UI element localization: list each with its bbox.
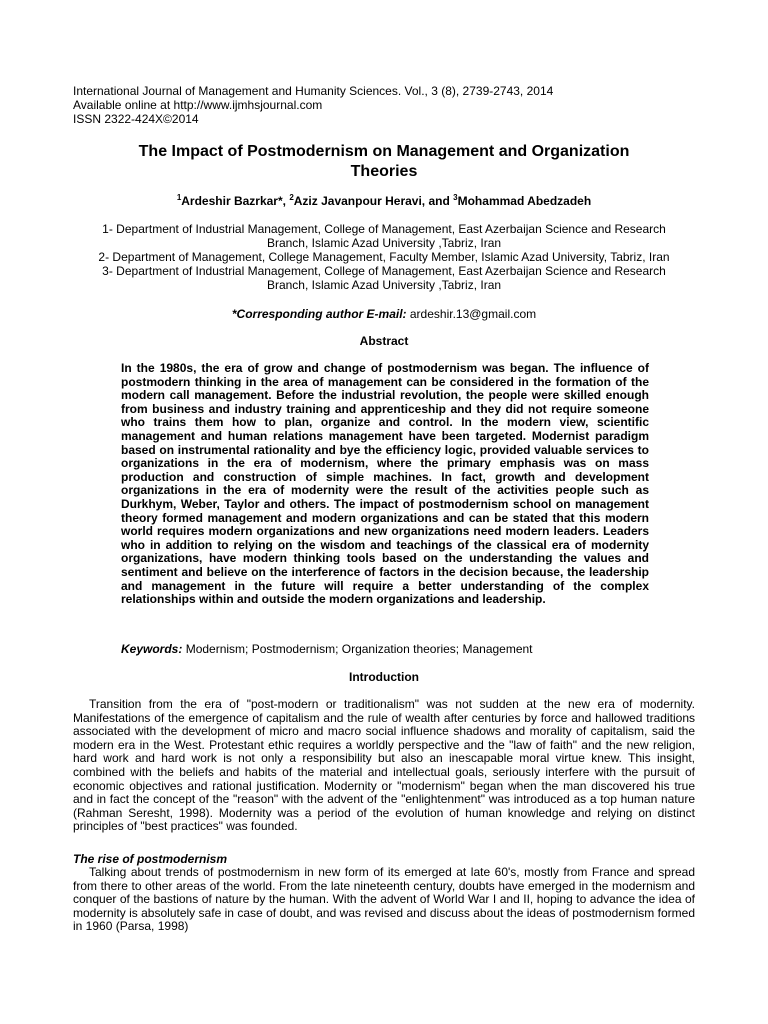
introduction-heading: Introduction [349,670,419,684]
keywords-label: Keywords: [121,642,183,656]
author-1: Ardeshir Bazrkar*, [181,194,290,208]
affiliation-line: 3- Department of Industrial Management, College of Management, East Azerbaijan Science and Research [102,264,666,278]
abstract-text: In the 1980s, the era of grow and change of postmodernism was began. The influence of postmodern thinking in the area of management can be considered in the formation of the modern call management. Before the industrial revolution, the people were skilled enough from business and industry training and apprenticeship and they did not require someone who trains them how to plan, organize and control. In the modern view, scientific management and human relations management have been targeted. Modernist paradigm based on instrumental rationality and bye the efficiency logic, provided valuable services to organizations in the era of modernism, where the primary emphasis was on mass production and construction of simple machines. In fact, growth and development organizations in the era of modernity were the result of the activities people such as Durkhym, Weber, Taylor and others. The impact of postmodernism school on management theory formed management and modern organizations and can be stated that this modern world requires modern organizations and new organizations need modern leaders. Leaders who in addition to relying on the wisdom and teachings of the classical era of modernity organizations, have modern thinking tools based on the understanding the values and sentiment and believe on the interference of factors in the decision because, the leadership and management in the future will require a better understanding of the complex relationships within and outside the modern organizations and leadership. [121,361,649,607]
affiliation-line: 2- Department of Management, College Management, Faculty Member, Islamic Azad University, Tabriz, Iran [98,250,670,264]
affiliations [60,222,708,292]
corresponding-author [60,307,708,321]
journal-header [73,84,553,126]
author-3-marker: 3 [453,193,458,202]
journal-citation: International Journal of Management and Humanity Sciences. Vol., 3 (8), 2739-2743, 2014 [73,84,554,98]
corresponding-label: *Corresponding author E-mail: [231,307,407,321]
author-1-marker: 1 [176,193,182,202]
rise-paragraph [73,866,695,934]
introduction-paragraph [73,698,695,834]
paper-title [60,142,708,182]
journal-url: Available online at http://www.ijmhsjournal.com [73,98,323,112]
rise-text: Talking about trends of postmodernism in new form of its emerged at late 60's, mostly from France and spread from there to other areas of the world. From the late nineteenth century, doubts have emerged in the modernism and conquer of the bastions of nature by the human. With the advent of World War I and II, hoping to advance the idea of modernity is absolutely safe in case of doubt, and was revised and discuss about the ideas of postmodernism formed in 1960 (Parsa, 1998) [73,865,695,934]
affiliation-line: Branch, Islamic Azad University ,Tabriz, Iran [266,278,502,292]
keywords [121,642,533,656]
author-2: Aziz Javanpour Heravi, and [293,194,454,208]
introduction-text: Transition from the era of "post-modern or traditionalism" was not sudden at the new era of modernity. Manifestations of the emergence of capitalism and the rule of wealth after centuries by force and hallowed traditions associated with the development of micro and macro social influence shadows and morality of capitalism, said the modern era in the West. Protestant ethic requires a worldly perspective and the "law of faith" and the new religion, hard work and hard work is not only a responsibility but also an inescapable moral virtue knew. This insight, combined with the beliefs and habits of the material and intellectual goals, seriously interfere with the pursuit of economic objectives and rational justification. Modernity or "modernism" began when the man discovered his true and in fact the concept of the "reason" with the advent of the "enlightenment" was introduced as a top human nature (Rahman Seresht, 1998). Modernity was a period of the evolution of human knowledge and relying on distinct principles of "best practices" was founded. [73,697,695,834]
paper-title-line-1: The Impact of Postmodernism on Management and Organization [138,143,630,160]
affiliation-line: 1- Department of Industrial Management, College of Management, East Azerbaijan Science and Research [102,222,666,236]
rise-heading: The rise of postmodernism [73,852,228,866]
author-2-marker: 2 [289,193,294,202]
keywords-list: Modernism; Postmodernism; Organization theories; Management [182,642,533,656]
corresponding-email: ardeshir.13@gmail.com [406,307,537,321]
affiliation-line: Branch, Islamic Azad University ,Tabriz, Iran [266,236,502,250]
journal-issn: ISSN 2322-424X©2014 [73,112,199,126]
abstract-heading: Abstract [359,334,409,348]
author-list [60,193,708,208]
author-3: Mohammad Abedzadeh [457,194,592,208]
paper-title-line-2: Theories [350,163,418,180]
